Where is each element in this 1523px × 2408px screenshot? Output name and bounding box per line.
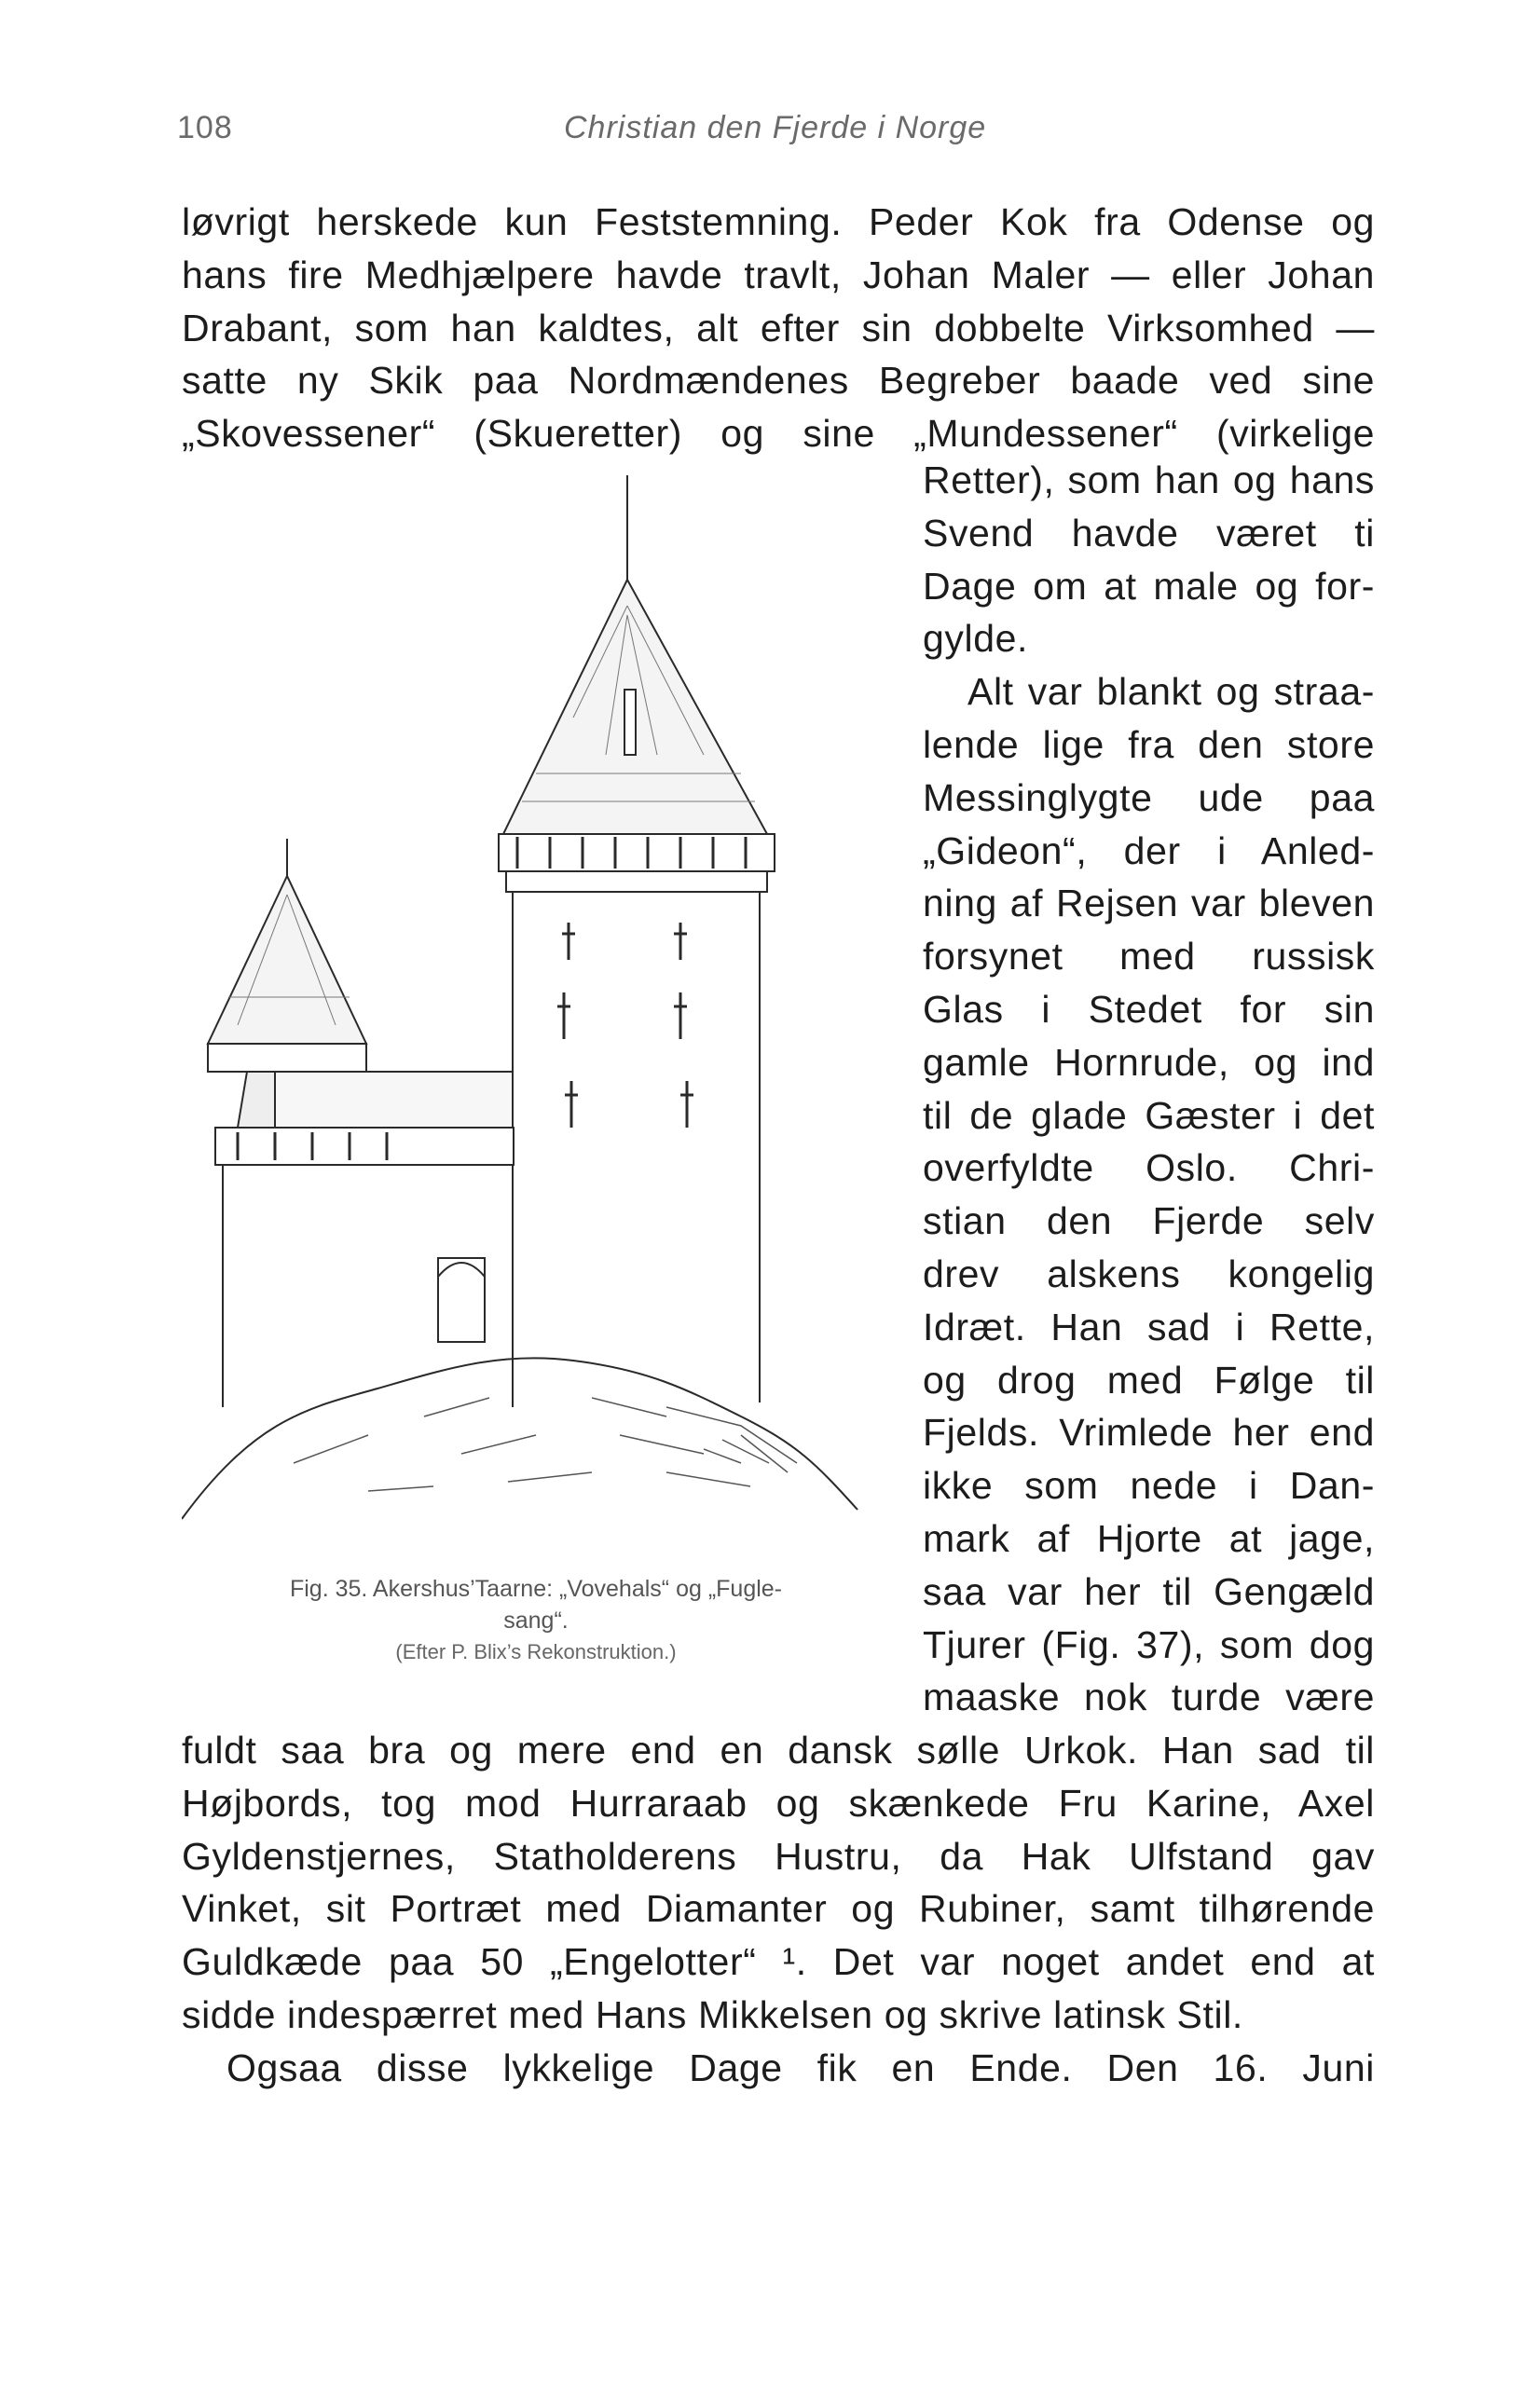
text-line: maaske nok turde være	[923, 1676, 1375, 1719]
text-line: Højbords, tog mod Hurraraab og skænkede Fru Karine, Axel	[182, 1781, 1375, 1825]
text-line: fuldt saa bra og mere end en dansk sølle Urkok. Han sad til	[182, 1729, 1375, 1772]
text-line: til de glade Gæster i det	[923, 1093, 1375, 1137]
figure-akershus-towers	[182, 475, 890, 1668]
text-line: Guldkæde paa 50 „Engelotter“ ¹. Det var noget andet end at	[182, 1940, 1375, 1984]
text-line: gylde.	[923, 617, 1029, 661]
text-line: „Gideon“, der i Anled-	[923, 828, 1375, 872]
body-text-top	[182, 196, 1375, 460]
text-line: Fjelds. Vrimlede her end	[923, 1411, 1375, 1455]
figure-caption	[182, 1573, 890, 1668]
text-line: Retter), som han og hans	[923, 458, 1375, 501]
running-title: Christian den Fjerde i Norge	[564, 110, 987, 145]
text-line: mark af Hjorte at jage,	[923, 1516, 1375, 1560]
text-line: satte ny Skik paa Nordmændenes Begreber baade ved sine	[182, 359, 1375, 403]
text-line: overfyldte Oslo. Chri-	[923, 1146, 1375, 1190]
text-line: lende lige fra den store	[923, 722, 1375, 766]
castle-tower-illustration	[182, 475, 890, 1566]
text-line: saa var her til Gengæld	[923, 1569, 1375, 1613]
text-line: og drog med Følge til	[923, 1358, 1375, 1402]
text-line: Svend havde været ti	[923, 511, 1375, 554]
text-line: Idræt. Han sad i Rette,	[923, 1305, 1375, 1348]
text-line: hans fire Medhjælpere havde travlt, Johan Maler — eller Johan	[182, 253, 1375, 296]
caption-line: Fig. 35. Akershus’Taarne: „Vovehals“ og „Fugle-	[289, 1576, 783, 1602]
caption-line: sang“.	[503, 1608, 569, 1634]
page-header	[177, 110, 1389, 157]
text-line: Alt var blankt og straa-	[967, 670, 1375, 714]
text-line: stian den Fjerde selv	[923, 1199, 1375, 1243]
text-line: Ogsaa disse lykkelige Dage fik en Ende. Den 16. Juni	[226, 2045, 1375, 2089]
text-line: Messinglygte ude paa	[923, 775, 1375, 819]
page-number: 108	[177, 110, 233, 145]
text-line: drev alskens kongelig	[923, 1252, 1375, 1295]
text-line: forsynet med russisk	[923, 935, 1375, 978]
body-text-bottom	[182, 1724, 1375, 2095]
text-line: løvrigt herskede kun Feststemning. Peder Kok fra Odense og	[182, 200, 1375, 243]
text-line: Gyldenstjernes, Statholderens Hustru, da Hak Ulfstand gav	[182, 1834, 1375, 1878]
text-line: gamle Hornrude, og ind	[923, 1040, 1375, 1084]
body-text-wrapped	[923, 454, 1375, 1724]
text-line: ning af Rejsen var bleven	[923, 882, 1375, 925]
text-line: Tjurer (Fig. 37), som dog	[923, 1622, 1375, 1666]
text-line: Glas i Stedet for sin	[923, 987, 1375, 1031]
text-line: Dage om at male og for-	[923, 564, 1375, 608]
text-line: ikke som nede i Dan-	[923, 1464, 1375, 1508]
text-line: Vinket, sit Portræt med Diamanter og Rubiner, samt tilhørende	[182, 1887, 1375, 1931]
text-line: „Skovessener“ (Skueretter) og sine „Mundessener“ (virkelige	[182, 412, 1375, 456]
caption-source: (Efter P. Blix’s Rekonstruktion.)	[395, 1640, 677, 1663]
text-line: Drabant, som han kaldtes, alt efter sin dobbelte Virksomhed —	[182, 306, 1375, 349]
text-line: sidde indespærret med Hans Mikkelsen og skrive latinsk Stil.	[182, 1992, 1243, 2036]
